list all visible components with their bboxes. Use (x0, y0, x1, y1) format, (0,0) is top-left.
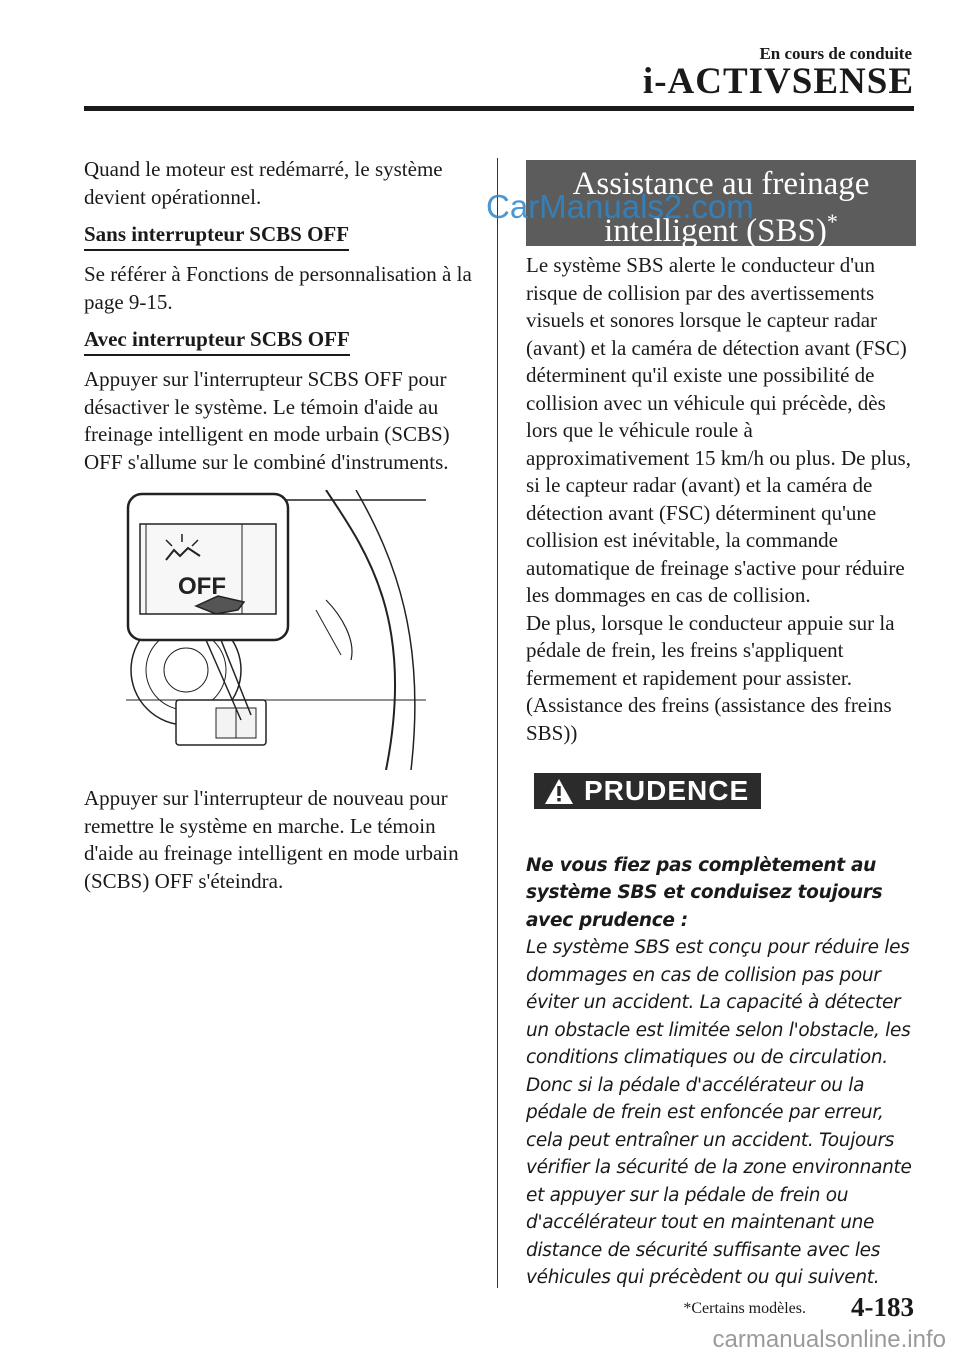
left-paragraph-4: Appuyer sur l'interrupteur de nouveau pour remettre le système en marche. Le témoin d'aide au freinage intelligent en mode urbain (SCBS) OFF s'éteindra. (84, 786, 459, 893)
left-paragraph-2: Se référer à Fonctions de personnalisation à la page 9-15. (84, 262, 472, 314)
scbs-off-switch-illustration (126, 490, 426, 770)
column-divider (497, 158, 498, 1288)
right-paragraph-2: De plus, lorsque le conducteur appuie sur la pédale de frein, les freins s'appliquent fermement et rapidement pour assister. (Assistance des freins (assistance des freins SBS)) (526, 610, 895, 745)
right-paragraph-1: Le système SBS alerte le conducteur d'un risque de collision par des avertissements visuels et sonores lorsque le capteur radar (avant) et la caméra de détection avant (FSC) déterminent qu'il existe une possibilité de collision avec un véhicule qui précède, dès lors que le véhicule roule à approximativement 15 km/h ou plus. De plus, si le capteur radar (avant) et la caméra de détection avant (FSC) déterminent qu'une collision est inévitable, la commande automatique de freinage s'active pour réduire les dommages en cas de collision. (526, 253, 911, 607)
running-header-section: En cours de conduite (759, 44, 912, 63)
footnote-certain-models: *Certains modèles. (683, 1300, 806, 1317)
subhead-with-switch: Avec interrupteur SCBS OFF (84, 326, 350, 356)
left-column (84, 156, 474, 895)
subhead-without-switch: Sans interrupteur SCBS OFF (84, 221, 349, 251)
page-number: 4-183 (851, 1292, 914, 1322)
banner-title-line-1: Assistance au freinage (572, 166, 870, 202)
caution-badge (534, 773, 761, 809)
left-paragraph-1: Quand le moteur est redémarré, le système devient opérationnel. (84, 157, 443, 209)
warning-triangle-icon (544, 778, 574, 805)
watermark-top: CarManuals2.com (486, 188, 754, 225)
running-header-chapter: i-ACTIVSENSE (642, 61, 914, 102)
caution-lead: Ne vous fiez pas complètement au système SBS et conduisez toujours avec prudence : (526, 854, 883, 931)
caution-text (526, 852, 918, 1292)
left-paragraph-3: Appuyer sur l'interrupteur SCBS OFF pour désactiver le système. Le témoin d'aide au freinage intelligent en mode urbain (SCBS) OFF s'allume sur le combiné d'instruments. (84, 367, 450, 474)
caution-label: PRUDENCE (584, 775, 750, 806)
watermark-bottom: carmanualsonline.info (712, 1326, 946, 1353)
caution-body: Le système SBS est conçu pour réduire les dommages en cas de collision pas pour éviter un accident. La capacité à détecter un obstacle est limitée selon l'obstacle, les conditions climatiques ou de circulation. Donc si la pédale d'accélérateur ou la pédale de frein est enfoncée par erreur, cela peut entraîner un accident. Toujours vérifier la sécurité de la zone environnante et appuyer sur la pédale de frein ou d'accélérateur tout en maintenant une distance de sécurité suffisante avec les véhicules qui précèdent ou qui suivent. (526, 937, 912, 1288)
figure-off-label: OFF (178, 573, 226, 600)
banner-title-line-2: intelligent (SBS) (604, 213, 827, 249)
banner-asterisk: * (826, 209, 838, 234)
right-column (526, 252, 918, 1292)
header-rule (84, 106, 914, 111)
